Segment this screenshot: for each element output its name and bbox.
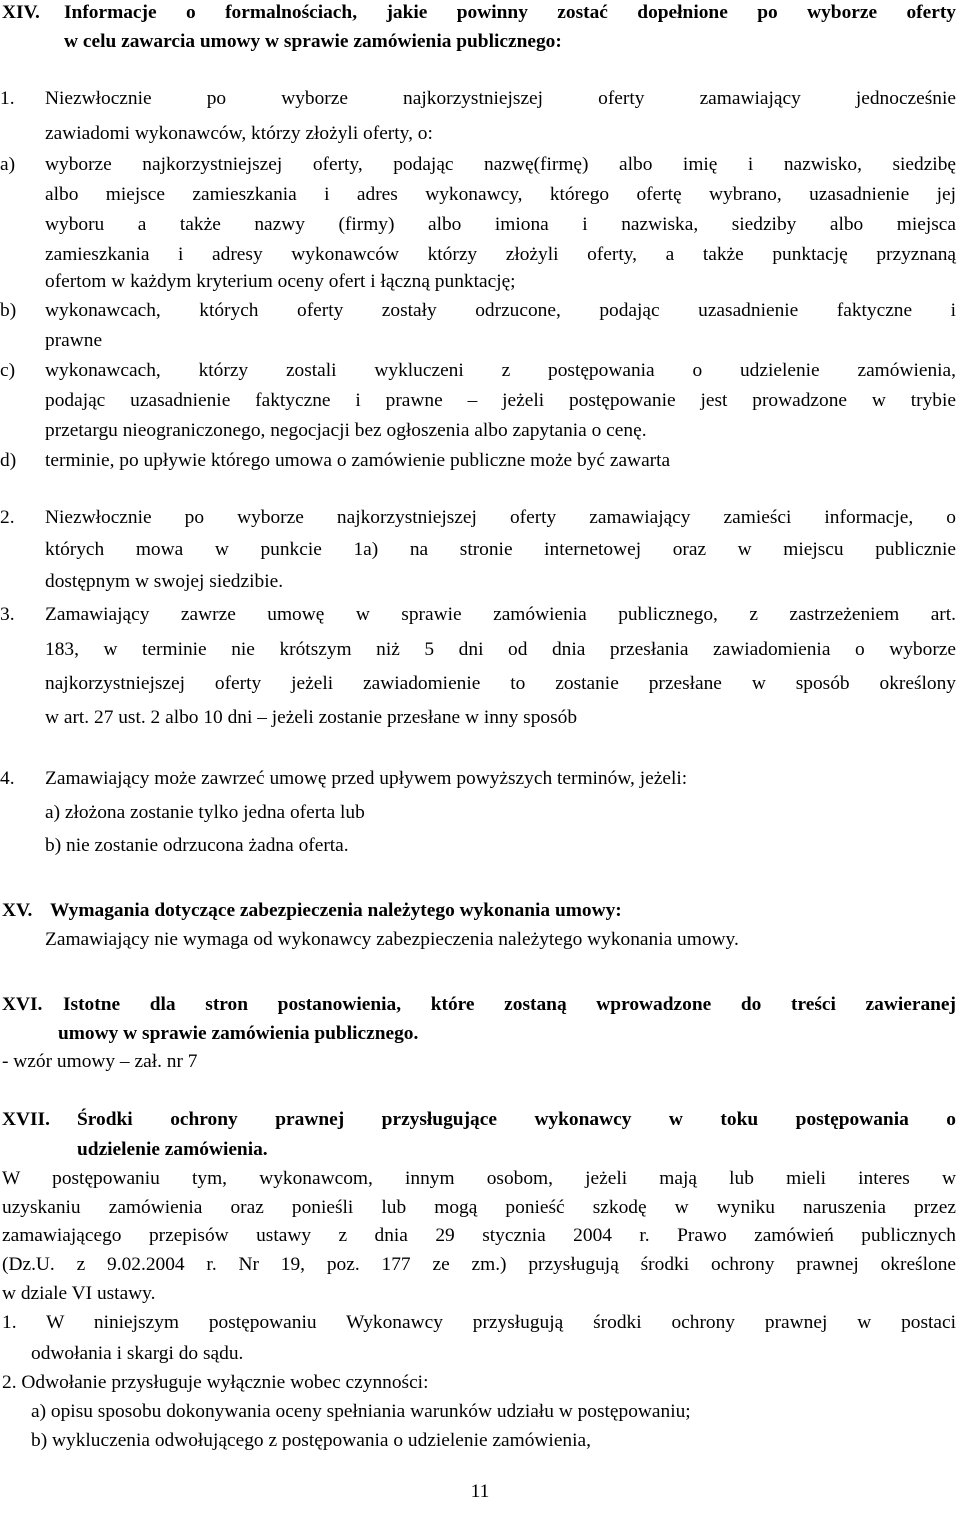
s14-p1-c-line: podając uzasadnienie faktyczne i prawne – jeżeli postępowanie jest prowadzone w trybie	[45, 390, 956, 411]
section-14-title-cont: w celu zawarcia umowy w sprawie zamówienia publicznego:	[64, 31, 562, 52]
s14-p4-line: Zamawiający może zawrzeć umowę przed upływem powyższych terminów, jeżeli:	[45, 768, 688, 789]
section-17-p1-line: odwołania i skargi do sądu.	[31, 1343, 244, 1364]
section-15-title: Wymagania dotyczące zabezpieczenia należytego wykonania umowy:	[50, 900, 622, 921]
section-14-number: XIV.	[2, 2, 40, 23]
page-number: 11	[470, 1481, 490, 1502]
s14-p1-a-line: wyboru a także nazwy (firmy) albo imiona i nazwiska, siedziby albo miejsca	[45, 214, 956, 235]
section-15-body: Zamawiający nie wymaga od wykonawcy zabezpieczenia należytego wykonania umowy.	[45, 929, 739, 950]
section-17-p2-item-b: b) wykluczenia odwołującego z postępowania o udzielenie zamówienia,	[31, 1430, 591, 1451]
s14-p3-line: 183, w terminie nie krótszym niż 5 dni od dnia przesłania zawiadomienia o wyborze	[45, 639, 956, 660]
section-14-title: Informacje o formalnościach, jakie powinny zostać dopełnione po wyborze oferty	[64, 2, 956, 23]
s14-p4-number: 4.	[0, 768, 15, 789]
section-17-intro-line: (Dz.U. z 9.02.2004 r. Nr 19, poz. 177 ze zm.) przysługują środki ochrony prawnej określone	[2, 1254, 956, 1275]
s14-p2-number: 2.	[0, 507, 15, 528]
section-17-intro-line: uzyskaniu zamówienia oraz ponieśli lub mogą ponieść szkodę w wyniku naruszenia przez	[2, 1197, 956, 1218]
s14-p4-item-b: b) nie zostanie odrzucona żadna oferta.	[45, 835, 349, 856]
s14-p3-line: Zamawiający zawrze umowę w sprawie zamówienia publicznego, z zastrzeżeniem art.	[45, 604, 956, 625]
section-17-title: Środki ochrony prawnej przysługujące wykonawcy w toku postępowania o	[77, 1109, 956, 1130]
s14-p1-c-label: c)	[0, 360, 16, 381]
section-17-p2-line: 2. Odwołanie przysługuje wyłącznie wobec czynności:	[2, 1372, 429, 1393]
s14-p4-item-a: a) złożona zostanie tylko jedna oferta lub	[45, 802, 365, 823]
section-17-title-cont: udzielenie zamówienia.	[77, 1139, 268, 1160]
s14-p3-number: 3.	[0, 604, 15, 625]
section-17-p2-item-a: a) opisu sposobu dokonywania oceny spełniania warunków udziału w postępowaniu;	[31, 1401, 691, 1422]
s14-p1-b-line: prawne	[45, 330, 103, 351]
s14-p3-line: najkorzystniejszej oferty jeżeli zawiadomienie to zostanie przesłane w sposób określony	[45, 673, 956, 694]
s14-p1-d-label: d)	[0, 450, 17, 471]
s14-p1-d-line: terminie, po upływie którego umowa o zamówienie publiczne może być zawarta	[45, 450, 671, 471]
section-17-intro-line: w dziale VI ustawy.	[2, 1283, 156, 1304]
s14-p1-b-label: b)	[0, 300, 17, 321]
s14-p1-a-label: a)	[0, 154, 16, 175]
s14-p1-c-line: przetargu nieograniczonego, negocjacji bez ogłoszenia albo zapytania o cenę.	[45, 420, 647, 441]
section-16-body: - wzór umowy – zał. nr 7	[2, 1051, 198, 1072]
section-17-intro-line: zamawiającego przepisów ustawy z dnia 29 stycznia 2004 r. Prawo zamówień publicznych	[2, 1225, 956, 1246]
s14-p1-line: Niezwłocznie po wyborze najkorzystniejszej oferty zamawiający jednocześnie	[45, 88, 956, 109]
section-16-number: XVI.	[2, 994, 43, 1015]
s14-p1-a-line: albo miejsce zamieszkania i adres wykonawcy, którego ofertę wybrano, uzasadnienie jej	[45, 184, 956, 205]
s14-p2-line: dostępnym w swojej siedzibie.	[45, 571, 284, 592]
section-15-number: XV.	[2, 900, 33, 921]
section-16-title: Istotne dla stron postanowienia, które zostaną wprowadzone do treści zawieranej	[63, 994, 956, 1015]
s14-p1-c-line: wykonawcach, którzy zostali wykluczeni z postępowania o udzielenie zamówienia,	[45, 360, 956, 381]
section-16-title-cont: umowy w sprawie zamówienia publicznego.	[58, 1023, 419, 1044]
s14-p2-line: Niezwłocznie po wyborze najkorzystniejszej oferty zamawiający zamieści informacje, o	[45, 507, 956, 528]
s14-p1-a-line: wyborze najkorzystniejszej oferty, podając nazwę(firmę) albo imię i nazwisko, siedzibę	[45, 154, 956, 175]
section-17-p1-line: 1. W niniejszym postępowaniu Wykonawcy przysługują środki ochrony prawnej w postaci	[2, 1312, 956, 1333]
s14-p1-a-line: ofertom w każdym kryterium oceny ofert i łączną punktację;	[45, 271, 516, 292]
section-17-intro-line: W postępowaniu tym, wykonawcom, innym osobom, jeżeli mają lub mieli interes w	[2, 1168, 956, 1189]
section-17-number: XVII.	[2, 1109, 50, 1130]
s14-p1-number: 1.	[0, 88, 15, 109]
s14-p1-b-line: wykonawcach, których oferty zostały odrzucone, podając uzasadnienie faktyczne i	[45, 300, 956, 321]
s14-p3-line: w art. 27 ust. 2 albo 10 dni – jeżeli zostanie przesłane w inny sposób	[45, 707, 578, 728]
s14-p1-a-line: zamieszkania i adresy wykonawców którzy złożyli oferty, a także punktację przyznaną	[45, 244, 956, 265]
s14-p2-line: których mowa w punkcie 1a) na stronie internetowej oraz w miejscu publicznie	[45, 539, 956, 560]
s14-p1-line: zawiadomi wykonawców, którzy złożyli oferty, o:	[45, 123, 433, 144]
